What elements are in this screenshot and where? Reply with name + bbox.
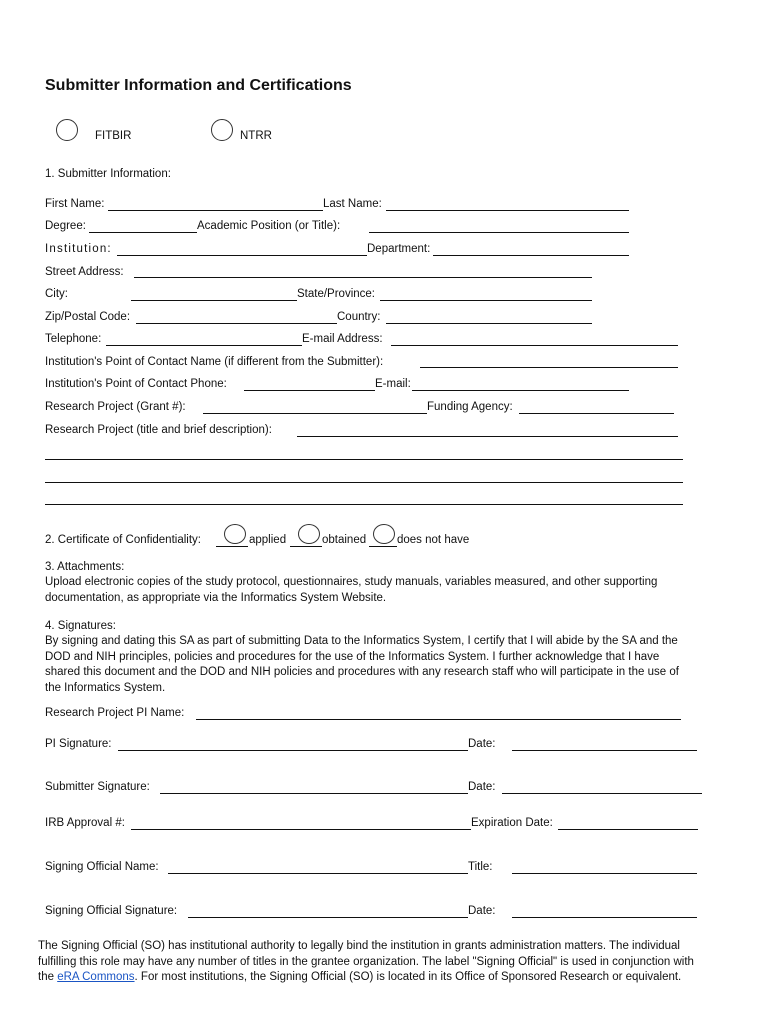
zip-field[interactable]: [136, 323, 337, 324]
academic-position-field[interactable]: [369, 232, 629, 233]
section1-heading: 1. Submitter Information:: [45, 168, 171, 180]
zip-label: Zip/Postal Code:: [45, 311, 131, 323]
fitbir-label: FITBIR: [95, 130, 132, 142]
so-signature-field[interactable]: [188, 917, 468, 918]
institution-label: Institution:: [45, 243, 112, 255]
confidentiality-label: 2. Certificate of Confidentiality:: [45, 534, 201, 546]
country-field[interactable]: [386, 323, 592, 324]
pi-name-label: Research Project PI Name:: [45, 707, 185, 719]
pi-date-label: Date:: [468, 738, 496, 750]
confidentiality-applied-radio[interactable]: [224, 524, 246, 544]
poc-name-field[interactable]: [420, 367, 678, 368]
expiration-field[interactable]: [558, 829, 698, 830]
funding-agency-label: Funding Agency:: [427, 401, 513, 413]
confidentiality-applied-label: applied: [249, 534, 287, 546]
poc-email-label: E-mail:: [375, 378, 411, 390]
first-name-label: First Name:: [45, 198, 105, 210]
signing-official-note: [38, 939, 710, 986]
so-date-label: Date:: [468, 905, 496, 917]
confidentiality-obtained-blank: [290, 546, 322, 547]
attachments-text: Upload electronic copies of the study protocol, questionnaires, study manuals, variables measured, and other supporting documentation, as appropriate via the Informatics System Website.: [45, 576, 658, 604]
poc-phone-field[interactable]: [244, 390, 375, 391]
degree-field[interactable]: [89, 232, 197, 233]
submitter-date-field[interactable]: [502, 793, 702, 794]
pi-date-field[interactable]: [512, 750, 697, 751]
institution-field[interactable]: [117, 255, 367, 256]
pi-signature-field[interactable]: [118, 750, 468, 751]
project-title-label: Research Project (title and brief description):: [45, 424, 272, 436]
funding-agency-field[interactable]: [519, 413, 674, 414]
ntrr-radio[interactable]: [211, 119, 233, 141]
footer-text-part1: The Signing Official (SO) has institutional authority to legally bind the institution in grants administration matters. The individual fulfilling this role may have any number of titles in the grantee organization. The label "Signing Official" is used in conjunction with the: [38, 940, 694, 983]
project-description-line[interactable]: [45, 459, 683, 460]
grant-label: Research Project (Grant #):: [45, 401, 186, 413]
last-name-label: Last Name:: [323, 198, 382, 210]
submitter-signature-field[interactable]: [160, 793, 468, 794]
attachments-heading: 3. Attachments:: [45, 561, 125, 573]
grant-field[interactable]: [203, 413, 427, 414]
confidentiality-does-not-have-label: does not have: [397, 534, 470, 546]
city-field[interactable]: [131, 300, 297, 301]
telephone-label: Telephone:: [45, 333, 102, 345]
irb-label: IRB Approval #:: [45, 817, 125, 829]
project-title-field[interactable]: [297, 436, 678, 437]
email-address-label: E-mail Address:: [302, 333, 383, 345]
so-name-label: Signing Official Name:: [45, 861, 159, 873]
department-field[interactable]: [433, 255, 629, 256]
project-description-line[interactable]: [45, 482, 683, 483]
pi-name-field[interactable]: [196, 719, 681, 720]
fitbir-radio[interactable]: [56, 119, 78, 141]
last-name-field[interactable]: [386, 210, 629, 211]
so-title-label: Title:: [468, 861, 493, 873]
state-field[interactable]: [380, 300, 592, 301]
expiration-label: Expiration Date:: [471, 817, 553, 829]
confidentiality-does-not-have-radio[interactable]: [373, 524, 395, 544]
street-address-label: Street Address:: [45, 266, 124, 278]
page-title: Submitter Information and Certifications: [45, 77, 352, 94]
submitter-date-label: Date:: [468, 781, 496, 793]
confidentiality-does-not-have-blank: [369, 546, 397, 547]
signatures-text: By signing and dating this SA as part of submitting Data to the Informatics System, I certify that I will abide by the SA and the DOD and NIH principles, policies and procedures for the use of the Informatics System. I further acknowledge that I have shared this document and the DOD and NIH policies and procedures with any research staff who will participate in the use of the Informatics System.: [45, 635, 679, 694]
poc-phone-label: Institution's Point of Contact Phone:: [45, 378, 227, 390]
city-label: City:: [45, 288, 68, 300]
poc-name-label: Institution's Point of Contact Name (if different from the Submitter):: [45, 356, 384, 368]
ntrr-label: NTRR: [240, 130, 272, 142]
so-signature-label: Signing Official Signature:: [45, 905, 178, 917]
first-name-field[interactable]: [108, 210, 323, 211]
project-description-line[interactable]: [45, 504, 683, 505]
irb-field[interactable]: [131, 829, 471, 830]
department-label: Department:: [367, 243, 431, 255]
so-title-field[interactable]: [512, 873, 697, 874]
country-label: Country:: [337, 311, 381, 323]
signatures-heading: 4. Signatures:: [45, 620, 116, 632]
so-name-field[interactable]: [168, 873, 468, 874]
so-date-field[interactable]: [512, 917, 697, 918]
confidentiality-applied-blank: [216, 546, 248, 547]
confidentiality-obtained-label: obtained: [322, 534, 367, 546]
footer-text-part2: . For most institutions, the Signing Official (SO) is located in its Office of Sponsored Research or equivalent.: [134, 971, 682, 983]
state-label: State/Province:: [297, 288, 375, 300]
confidentiality-obtained-radio[interactable]: [298, 524, 320, 544]
submitter-signature-label: Submitter Signature:: [45, 781, 150, 793]
street-address-field[interactable]: [134, 277, 592, 278]
academic-position-label: Academic Position (or Title):: [197, 220, 341, 232]
degree-label: Degree:: [45, 220, 86, 232]
poc-email-field[interactable]: [412, 390, 629, 391]
email-address-field[interactable]: [391, 345, 678, 346]
telephone-field[interactable]: [106, 345, 302, 346]
era-commons-link[interactable]: eRA Commons: [57, 971, 135, 983]
pi-signature-label: PI Signature:: [45, 738, 112, 750]
